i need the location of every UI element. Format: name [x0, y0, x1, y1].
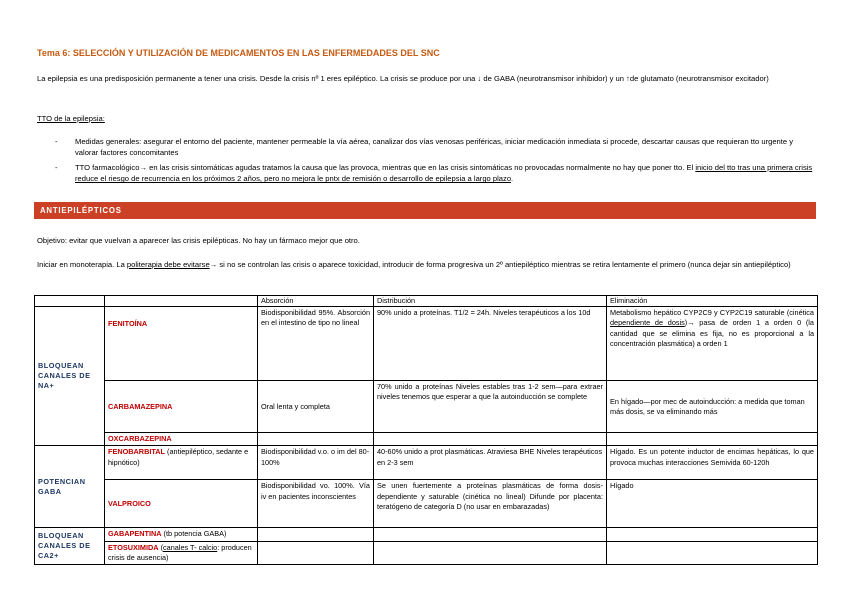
intro-paragraph [37, 73, 817, 84]
drug-fenobarbital-cell [105, 446, 258, 480]
empty-header-cell [105, 296, 258, 307]
arrow-right-icon: → [139, 162, 148, 172]
empty-cell [374, 433, 607, 446]
bullet-text: Medidas generales: asegurar el entorno del paciente, mantener permeable la vía aérea, canalizar dos vías venosas periféricas, iniciar medicación inmediata si procede, descartar causas que requieran tto urgente y valorar factores concomitantes [75, 137, 794, 158]
drug-note-underlined: canales T- calcio [163, 542, 218, 552]
column-header-absorcion: Absorción [258, 296, 374, 307]
cell-absorcion: Biodisponibilidad 95%. Absorción en el intestino de tipo no lineal [258, 307, 374, 381]
drug-etosuximida-cell [105, 541, 258, 564]
drug-etosuximida: ETOSUXIMIDA [108, 542, 159, 552]
monotherapy-paragraph [37, 259, 817, 270]
bullet-text: en las crisis sintomáticas agudas tratamos la causa que las provoca, mientras que en las crisis sintomáticas no provocadas normalmente no hay que poner tto. El [147, 162, 696, 172]
group-na-channels: BLOQUEAN CANALES DE NA+ [35, 307, 105, 446]
empty-header-cell [35, 296, 105, 307]
arrow-up-icon: ↑ [626, 74, 630, 83]
cell-eliminacion [607, 307, 818, 381]
drug-carbamazepina: CARBAMAZEPINA [105, 381, 258, 433]
empty-cell [258, 528, 374, 541]
empty-cell [607, 433, 818, 446]
drug-note: : producen crisis de ausencia) [108, 542, 252, 562]
section-title: ANTIEPILÉPTICOS [40, 206, 122, 215]
dash-bullet: - [55, 137, 58, 146]
empty-cell [607, 541, 818, 564]
arrow-down-icon: ↓ [477, 74, 482, 83]
column-header-distribucion: Distribución [374, 296, 607, 307]
list-item [37, 136, 817, 159]
table-row [35, 480, 818, 528]
cell-absorcion: Oral lenta y completa [258, 381, 374, 433]
cell-distribucion: 90% unido a proteínas. T1/2 = 24h. Niveles terapéuticos a los 10d [374, 307, 607, 381]
table-header-row [35, 296, 818, 307]
cell-absorcion: Biodisponibilidad v.o. o im del 80-100% [258, 446, 374, 480]
tto-heading: TTO de la epilepsia: [37, 114, 105, 123]
drug-note: (tb potencia GABA) [161, 529, 227, 539]
empty-cell [374, 541, 607, 564]
dash-bullet: - [55, 162, 58, 172]
empty-cell [374, 528, 607, 541]
empty-cell [258, 541, 374, 564]
table-row [35, 541, 818, 564]
bullet-list [37, 136, 817, 188]
drug-note: ( [158, 542, 164, 552]
list-item [37, 162, 817, 185]
table-row [35, 433, 818, 446]
elim-text: pasa de orden 1 a orden 0 (la cantidad que se elimina es fija, no es proporcional a la concentración plasmática) a orden 1 [610, 318, 814, 348]
group-gaba: POTENCIAN GABA [35, 446, 105, 528]
cell-absorcion: Biodisponibilidad vo. 100%. Vía iv en pacientes inconscientes [258, 480, 374, 528]
intro-text-1: La epilepsia es una predisposición permanente a tener una crisis. Desde la crisis nº 1 eres epiléptico. La crisis se produce por una [37, 74, 478, 83]
cell-distribucion: Se unen fuertemente a proteínas plasmáticas de forma dosis- dependiente y saturable (cinética no lineal) Difunde por placenta: teratógeno de categoría D (no usar en embarazadas) [374, 480, 607, 528]
elim-underlined-text: dependiente de dosis [610, 318, 685, 328]
intro-text-2: de GABA (neurotransmisor inhibidor) y un [481, 74, 627, 83]
table-row [35, 307, 818, 381]
column-header-eliminacion: Eliminación [607, 296, 818, 307]
empty-cell [258, 433, 374, 446]
arrow-right-icon: → [209, 260, 218, 269]
drug-fenitoina: FENITOÍNA [105, 307, 258, 381]
cell-eliminacion: Hígado [607, 480, 818, 528]
page-title: Tema 6: SELECCIÓN Y UTILIZACIÓN DE MEDICAMENTOS EN LAS ENFERMEDADES DEL SNC [37, 48, 440, 58]
mono-text-1: Iniciar en monoterapia. La [37, 260, 127, 269]
section-header-bar [34, 202, 816, 219]
bullet-underlined-text: inicio del tto tras una primera crisis reduce el riesgo de recurrencia en los próximos 2 años, pero no mejora le pntx de remisión o desarrollo de epilepsia a largo plazo [75, 162, 813, 184]
bullet-text: TTO farmacológico [75, 162, 140, 172]
cell-distribucion: 70% unido a proteínas Niveles estables tras 1-2 sem—para extraer niveles tenemos que esperar a que la autoinducción se complete [374, 381, 607, 433]
elim-text: ) [684, 318, 688, 328]
bullet-text: . [511, 174, 514, 184]
antiepileptics-table [34, 295, 818, 565]
group-ca-channels: BLOQUEAN CANALES DE CA2+ [35, 528, 105, 565]
intro-text-3: de glutamato (neurotransmisor excitador) [629, 74, 769, 83]
mono-text-2: si no se controlan las crisis o aparece toxicidad, introducir de forma progresiva un 2º antiepiléptico mientras se retira lentamente el primero (nunca dejar sin antiepiléptico) [217, 260, 791, 269]
drug-fenobarbital: FENOBARBITAL [108, 447, 166, 457]
cell-distribucion: 40-60% unido a prot plasmáticas. Atraviesa BHE Niveles terapéuticos en 2-3 sem [374, 446, 607, 480]
drug-oxcarbazepina: OXCARBAZEPINA [105, 433, 258, 446]
drug-gabapentina: GABAPENTINA [108, 529, 162, 539]
table-row [35, 446, 818, 480]
elim-text: Metabolismo hepático CYP2C9 y CYP2C19 saturable (cinética [610, 308, 814, 318]
drug-note: (antiepiléptico, sedante e hipnótico) [108, 447, 249, 467]
drug-valproico: VALPROICO [105, 480, 258, 528]
cell-eliminacion: En hígado—por mec de autoinducción: a medida que toman más dosis, se va eliminando más [607, 381, 818, 433]
drug-gabapentina-cell [105, 528, 258, 541]
empty-cell [607, 528, 818, 541]
arrow-right-icon: → [687, 318, 695, 328]
cell-eliminacion: Hígado. Es un potente inductor de encimas hepáticas, lo que provoca muchas interacciones Semivida 60-120h [607, 446, 818, 480]
table-row [35, 528, 818, 541]
mono-underlined-text: politerapia debe evitarse [126, 260, 210, 269]
table-row [35, 381, 818, 433]
objective-paragraph: Objetivo: evitar que vuelvan a aparecer las crisis epilépticas. No hay un fármaco mejor que otro. [37, 236, 360, 245]
